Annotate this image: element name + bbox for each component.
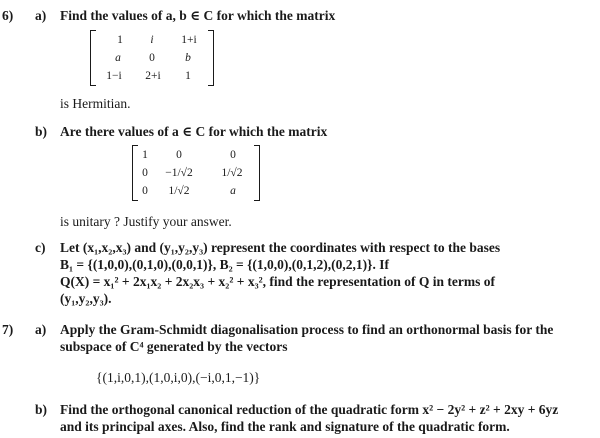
matrix-cell: 1/√2 bbox=[221, 167, 243, 179]
part-6c-label: c) bbox=[35, 240, 46, 255]
matrix-cell: 1/√2 bbox=[168, 185, 190, 197]
matrix-cell: i bbox=[150, 34, 154, 46]
matrix-cell: 0 bbox=[142, 167, 148, 179]
part-6a-after: is Hermitian. bbox=[60, 96, 131, 111]
matrix-cell: b bbox=[185, 52, 191, 64]
matrix-cell: −1/√2 bbox=[165, 167, 193, 179]
matrix-cell: 1 bbox=[117, 34, 123, 46]
matrix-cell: 0 bbox=[176, 149, 182, 161]
vector-set: {(1,i,0,1),(1,0,i,0),(−i,0,1,−1)} bbox=[96, 370, 261, 385]
matrix-cell: 1 bbox=[185, 70, 191, 82]
part-6a-text: Find the values of a, b ∈ C for which the matrix bbox=[60, 8, 336, 23]
part-6a-label: a) bbox=[35, 8, 47, 23]
part-6b-after: is unitary ? Justify your answer. bbox=[60, 214, 232, 229]
matrix-6a bbox=[90, 30, 214, 86]
matrix-6b bbox=[132, 145, 260, 201]
part-6c-line-4: (y₁,y₂,y₃). bbox=[60, 291, 112, 306]
part-7b-line-2: and its principal axes. Also, find the rank and signature of the quadratic form. bbox=[60, 419, 510, 434]
part-6b-label: b) bbox=[35, 124, 48, 139]
question-6-number: 6) bbox=[2, 8, 14, 23]
part-7a-label: a) bbox=[35, 322, 47, 337]
matrix-right-bracket bbox=[254, 145, 260, 201]
question-7-number: 7) bbox=[2, 322, 14, 337]
matrix-cell: 0 bbox=[149, 52, 155, 64]
matrix-cell: 2+i bbox=[145, 70, 161, 82]
part-7a-line-2: subspace of C⁴ generated by the vectors bbox=[60, 339, 288, 354]
matrix-cell: a bbox=[115, 52, 121, 64]
part-7b-label: b) bbox=[35, 402, 48, 417]
part-7b-line-1: Find the orthogonal canonical reduction of the quadratic form x² − 2y² + z² + 2xy + 6yz bbox=[60, 402, 559, 417]
matrix-cell: 0 bbox=[230, 149, 236, 161]
part-6c-line-1: Let (x₁,x₂,x₃) and (y₁,y₂,y₃) represent the coordinates with respect to the bases bbox=[60, 240, 501, 255]
matrix-cell: 0 bbox=[142, 185, 148, 197]
matrix-cell: 1+i bbox=[181, 34, 197, 46]
part-7a-line-1: Apply the Gram-Schmidt diagonalisation process to find an orthonormal basis for the bbox=[60, 322, 554, 337]
part-6c-line-3: Q(X) = x₁² + 2x₁x₂ + 2x₂x₃ + x₂² + x₃², find the representation of Q in terms of bbox=[60, 274, 496, 289]
matrix-cell: 1−i bbox=[106, 70, 122, 82]
part-6c-line-2: B₁ = {(1,0,0),(0,1,0),(0,0,1)}, B₂ = {(1,0,0),(0,1,2),(0,2,1)}. If bbox=[60, 257, 389, 272]
matrix-cell: a bbox=[230, 185, 236, 197]
part-6b-text: Are there values of a ∈ C for which the matrix bbox=[60, 124, 328, 139]
matrix-cell: 1 bbox=[142, 149, 148, 161]
matrix-right-bracket bbox=[208, 30, 214, 86]
